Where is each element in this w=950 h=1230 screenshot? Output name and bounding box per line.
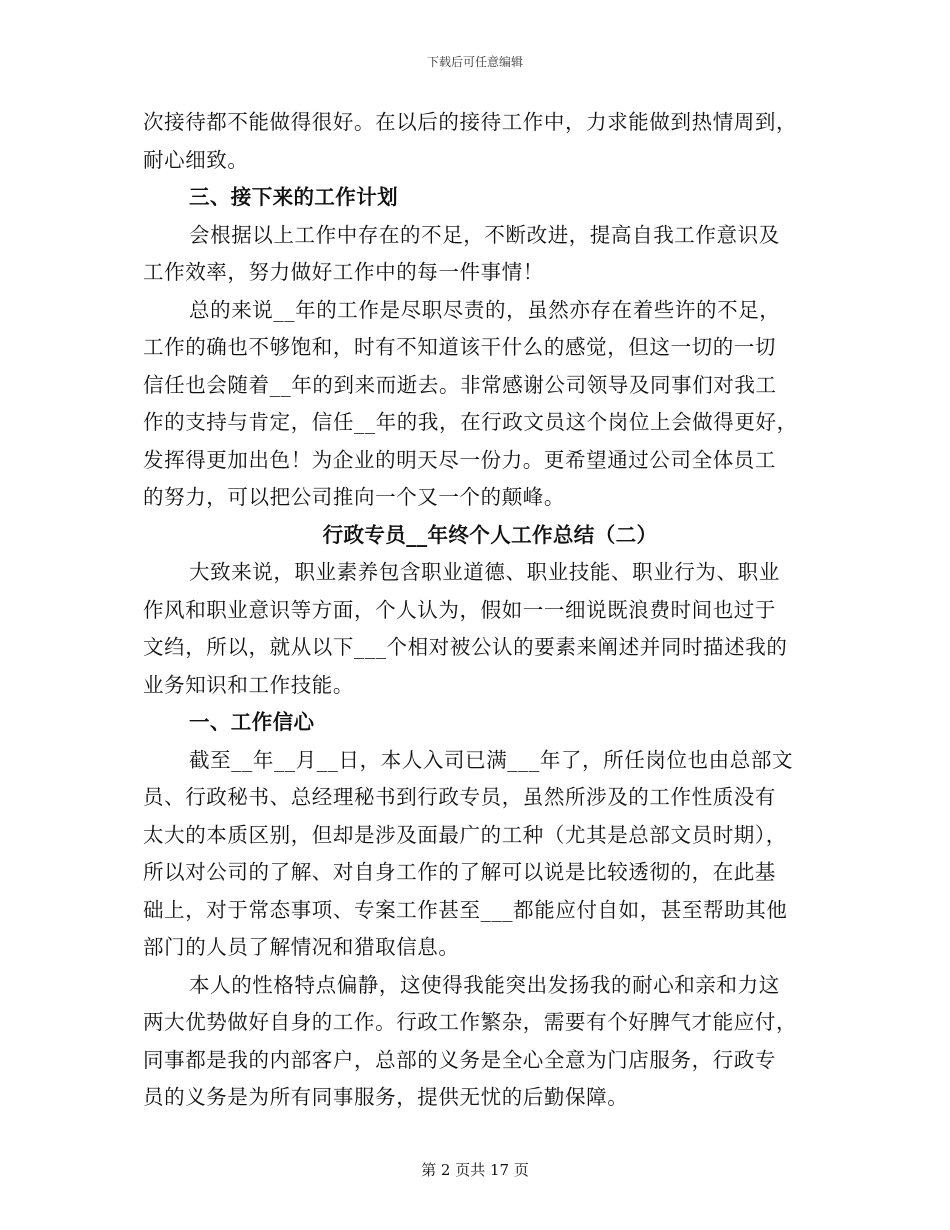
body-line: 工作的确也不够饱和，时有不知道该干什么的感觉，但这一切的一切 xyxy=(143,335,776,359)
body-line: 大致来说，职业素养包含职业道德、职业技能、职业行为、职业 xyxy=(189,560,780,584)
body-line: 文绉，所以，就从以下___个相对被公认的要素来阐述并同时描述我的 xyxy=(143,635,788,659)
body-line: 两大优势做好自身的工作。行政工作繁杂，需要有个好脾气才能应付， xyxy=(143,1010,798,1034)
body-line: 作的支持与肯定，信任__年的我，在行政文员这个岗位上会做得更好， xyxy=(143,410,798,434)
body-line: 作风和职业意识等方面，个人认为，假如一一细说既浪费时间也过于 xyxy=(143,597,776,622)
body-line: 次接待都不能做得很好。在以后的接待工作中，力求能做到热情周到， xyxy=(143,110,798,134)
body-line: 员的义务是为所有同事服务，提供无忧的后勤保障。 xyxy=(143,1085,629,1109)
body-line: 本人的性格特点偏静，这使得我能突出发扬我的耐心和亲和力这 xyxy=(189,972,780,997)
section-heading: 一、工作信心 xyxy=(189,710,315,734)
body-line: 截至__年__月__日，本人入司已满___年了，所任岗位也由总部文 xyxy=(189,747,794,772)
body-line: 信任也会随着__年的到来而逝去。非常感谢公司领导及同事们对我工 xyxy=(143,372,777,397)
body-line: 的努力，可以把公司推向一个又一个的颠峰。 xyxy=(143,485,565,509)
body-line: 会根据以上工作中存在的不足，不断改进，提高自我工作意识及 xyxy=(189,222,780,247)
body-line: 总的来说__年的工作是尽职尽责的，虽然亦存在着些许的不足， xyxy=(189,297,781,322)
body-line: 工作效率，努力做好工作中的每一件事情！ xyxy=(143,260,544,284)
body-line: 太大的本质区别，但却是涉及面最广的工种（尤其是总部文员时期）， xyxy=(143,822,787,847)
body-line: 耐心细致。 xyxy=(143,147,249,172)
body-line: 同事都是我的内部客户，总部的义务是全心全意为门店服务，行政专 xyxy=(143,1047,776,1072)
body-line: 员、行政秘书、总经理秘书到行政专员，虽然所涉及的工作性质没有 xyxy=(143,785,776,809)
body-line: 发挥得更加出色！为企业的明天尽一份力。更希望通过公司全体员工 xyxy=(143,447,776,472)
body-line: 所以对公司的了解、对自身工作的了解可以说是比较透彻的，在此基 xyxy=(143,860,776,884)
body-line: 业务知识和工作技能。 xyxy=(143,672,354,697)
body-line: 础上，对于常态事项、专案工作甚至___都能应付自如，甚至帮助其他 xyxy=(143,897,788,922)
section-heading: 三、接下来的工作计划 xyxy=(189,185,398,209)
document-body xyxy=(143,104,807,1117)
page-number: 第 2 页共 17 页 xyxy=(421,1161,529,1179)
body-line: 部门的人员了解情况和猎取信息。 xyxy=(143,935,460,959)
document-title: 行政专员__年终个人工作总结（二） xyxy=(322,522,658,547)
page-header: 下载后可任意编辑 xyxy=(426,55,523,69)
